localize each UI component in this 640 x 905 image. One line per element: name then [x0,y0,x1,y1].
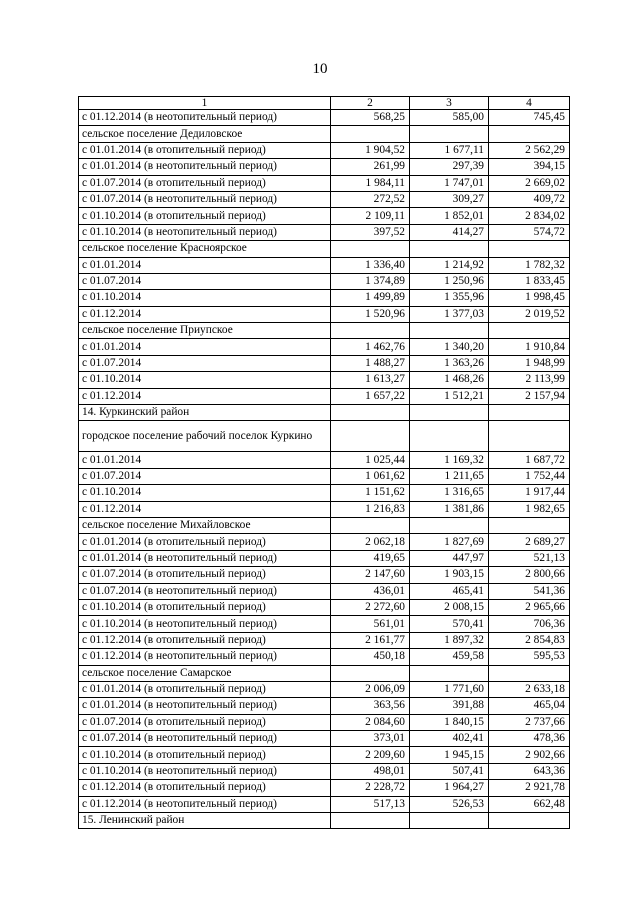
row-value-col2: 2 006,09 [331,681,410,697]
row-value-col4: 745,45 [489,110,570,126]
row-value-col2: 1 336,40 [331,257,410,273]
row-value-col2: 373,01 [331,731,410,747]
row-value-col4: 574,72 [489,224,570,240]
table-row [79,501,570,517]
table-row [79,796,570,812]
row-value-col4: 394,15 [489,159,570,175]
row-period-label: с 01.01.2014 (в отопительный период) [79,142,331,158]
table-row [79,747,570,763]
row-value-col3: 526,53 [410,796,489,812]
row-value-col3: 1 945,15 [410,747,489,763]
row-period-label: с 01.12.2014 (в неотопительный период) [79,110,331,126]
empty-cell [410,813,489,829]
row-period-label: с 01.10.2014 (в отопительный период) [79,599,331,615]
table-row [79,224,570,240]
table-row [79,616,570,632]
row-value-col2: 1 520,96 [331,306,410,322]
empty-cell [331,405,410,421]
row-value-col2: 517,13 [331,796,410,812]
row-value-col3: 1 169,32 [410,452,489,468]
row-value-col2: 1 613,27 [331,372,410,388]
row-value-col2: 2 062,18 [331,534,410,550]
row-value-col3: 1 355,96 [410,290,489,306]
tariff-table [78,96,570,829]
empty-cell [410,517,489,533]
row-period-label: с 01.07.2014 [79,355,331,371]
empty-cell [489,241,570,257]
row-value-col3: 1 211,65 [410,468,489,484]
empty-cell [331,665,410,681]
row-value-col3: 1 964,27 [410,780,489,796]
column-header: 4 [489,97,570,110]
section-row [79,241,570,257]
row-period-label: с 01.10.2014 (в отопительный период) [79,747,331,763]
row-value-col4: 2 854,83 [489,632,570,648]
row-period-label: с 01.12.2014 [79,501,331,517]
row-value-col3: 1 381,86 [410,501,489,517]
row-value-col3: 1 468,26 [410,372,489,388]
table-row [79,142,570,158]
row-value-col3: 1 377,03 [410,306,489,322]
row-value-col4: 478,36 [489,731,570,747]
table-row [79,731,570,747]
empty-cell [410,405,489,421]
row-value-col4: 2 669,02 [489,175,570,191]
table-row [79,632,570,648]
row-value-col4: 706,36 [489,616,570,632]
row-period-label: с 01.01.2014 [79,339,331,355]
empty-cell [489,517,570,533]
row-value-col4: 1 982,65 [489,501,570,517]
empty-cell [331,421,410,452]
row-value-col3: 1 214,92 [410,257,489,273]
empty-cell [489,405,570,421]
row-period-label: с 01.01.2014 [79,257,331,273]
row-value-col4: 1 752,44 [489,468,570,484]
row-value-col4: 595,53 [489,649,570,665]
table-row [79,388,570,404]
row-value-col2: 397,52 [331,224,410,240]
row-value-col2: 2 109,11 [331,208,410,224]
empty-cell [489,126,570,142]
table-row [79,372,570,388]
row-period-label: с 01.12.2014 (в неотопительный период) [79,796,331,812]
row-value-col4: 1 687,72 [489,452,570,468]
column-header: 3 [410,97,489,110]
table-header-row [79,97,570,110]
row-period-label: с 01.07.2014 [79,468,331,484]
section-title: сельское поселение Красноярское [79,241,331,257]
row-value-col2: 1 061,62 [331,468,410,484]
row-value-col3: 1 677,11 [410,142,489,158]
row-value-col4: 2 019,52 [489,306,570,322]
row-value-col4: 643,36 [489,763,570,779]
empty-cell [331,517,410,533]
section-row [79,517,570,533]
empty-cell [410,665,489,681]
table-row [79,290,570,306]
row-value-col4: 2 737,66 [489,714,570,730]
table-row [79,698,570,714]
row-value-col2: 561,01 [331,616,410,632]
row-value-col4: 2 921,78 [489,780,570,796]
row-value-col4: 2 834,02 [489,208,570,224]
row-period-label: с 01.01.2014 [79,452,331,468]
row-value-col2: 498,01 [331,763,410,779]
row-value-col4: 1 782,32 [489,257,570,273]
row-period-label: с 01.01.2014 (в неотопительный период) [79,550,331,566]
row-value-col4: 2 689,27 [489,534,570,550]
empty-cell [410,421,489,452]
table-row [79,306,570,322]
section-title: сельское поселение Михайловское [79,517,331,533]
row-period-label: с 01.10.2014 [79,372,331,388]
row-period-label: с 01.07.2014 (в отопительный период) [79,714,331,730]
row-period-label: с 01.01.2014 (в отопительный период) [79,681,331,697]
row-value-col4: 1 948,99 [489,355,570,371]
column-header: 2 [331,97,410,110]
row-value-col2: 450,18 [331,649,410,665]
table-row [79,714,570,730]
row-value-col4: 2 902,66 [489,747,570,763]
row-value-col3: 309,27 [410,191,489,207]
row-value-col2: 2 084,60 [331,714,410,730]
row-value-col2: 1 025,44 [331,452,410,468]
row-value-col4: 2 800,66 [489,567,570,583]
empty-cell [489,665,570,681]
row-period-label: с 01.07.2014 (в отопительный период) [79,567,331,583]
table-row [79,583,570,599]
column-header: 1 [79,97,331,110]
row-value-col4: 2 965,66 [489,599,570,615]
table-row [79,257,570,273]
row-value-col2: 436,01 [331,583,410,599]
margin-mark [8,870,11,873]
table-row [79,110,570,126]
row-period-label: с 01.10.2014 (в неотопительный период) [79,763,331,779]
row-value-col4: 541,36 [489,583,570,599]
row-value-col3: 1 512,21 [410,388,489,404]
row-value-col4: 521,13 [489,550,570,566]
row-period-label: с 01.10.2014 (в отопительный период) [79,208,331,224]
row-value-col2: 568,25 [331,110,410,126]
row-period-label: с 01.10.2014 (в неотопительный период) [79,224,331,240]
row-value-col4: 465,04 [489,698,570,714]
table-row [79,191,570,207]
row-value-col4: 409,72 [489,191,570,207]
row-value-col2: 261,99 [331,159,410,175]
table-row [79,273,570,289]
row-period-label: с 01.07.2014 (в неотопительный период) [79,583,331,599]
row-value-col3: 1 340,20 [410,339,489,355]
row-period-label: с 01.01.2014 (в неотопительный период) [79,159,331,175]
row-value-col3: 1 852,01 [410,208,489,224]
row-value-col3: 1 747,01 [410,175,489,191]
table-row [79,355,570,371]
table-row [79,780,570,796]
row-value-col4: 1 910,84 [489,339,570,355]
section-title: сельское поселение Дедиловское [79,126,331,142]
row-value-col2: 2 147,60 [331,567,410,583]
row-value-col2: 1 657,22 [331,388,410,404]
row-value-col3: 297,39 [410,159,489,175]
row-value-col4: 1 917,44 [489,485,570,501]
row-period-label: с 01.12.2014 [79,388,331,404]
table-row [79,534,570,550]
row-period-label: с 01.12.2014 [79,306,331,322]
row-value-col3: 1 250,96 [410,273,489,289]
empty-cell [410,323,489,339]
empty-cell [331,323,410,339]
empty-cell [489,813,570,829]
table-row [79,339,570,355]
row-value-col2: 2 272,60 [331,599,410,615]
row-value-col3: 1 827,69 [410,534,489,550]
row-value-col4: 1 998,45 [489,290,570,306]
section-title: сельское поселение Приупское [79,323,331,339]
row-value-col2: 1 216,83 [331,501,410,517]
row-value-col3: 402,41 [410,731,489,747]
empty-cell [410,126,489,142]
section-row [79,323,570,339]
tariff-table-body [79,97,570,829]
row-value-col3: 1 363,26 [410,355,489,371]
row-value-col4: 2 633,18 [489,681,570,697]
section-row [79,813,570,829]
table-row [79,599,570,615]
row-value-col3: 465,41 [410,583,489,599]
empty-cell [410,241,489,257]
row-value-col4: 2 157,94 [489,388,570,404]
table-row [79,550,570,566]
row-value-col2: 1 374,89 [331,273,410,289]
row-value-col4: 2 562,29 [489,142,570,158]
row-period-label: с 01.12.2014 (в неотопительный период) [79,649,331,665]
table-row [79,567,570,583]
row-period-label: с 01.12.2014 (в отопительный период) [79,780,331,796]
row-value-col2: 2 228,72 [331,780,410,796]
row-value-col3: 391,88 [410,698,489,714]
table-row [79,208,570,224]
row-value-col3: 1 771,60 [410,681,489,697]
row-value-col3: 1 903,15 [410,567,489,583]
row-value-col3: 1 840,15 [410,714,489,730]
section-title: 15. Ленинский район [79,813,331,829]
row-period-label: с 01.10.2014 (в неотопительный период) [79,616,331,632]
row-value-col2: 1 904,52 [331,142,410,158]
empty-cell [331,813,410,829]
row-period-label: с 01.01.2014 (в неотопительный период) [79,698,331,714]
row-period-label: с 01.07.2014 (в отопительный период) [79,175,331,191]
table-row [79,649,570,665]
row-value-col3: 507,41 [410,763,489,779]
table-row [79,175,570,191]
row-value-col2: 2 161,77 [331,632,410,648]
table-row [79,159,570,175]
table-row [79,468,570,484]
row-value-col2: 1 499,89 [331,290,410,306]
row-period-label: с 01.07.2014 [79,273,331,289]
row-period-label: с 01.10.2014 [79,485,331,501]
row-value-col2: 1 462,76 [331,339,410,355]
row-period-label: с 01.01.2014 (в отопительный период) [79,534,331,550]
row-value-col4: 662,48 [489,796,570,812]
row-value-col2: 419,65 [331,550,410,566]
section-row [79,421,570,452]
row-value-col2: 1 488,27 [331,355,410,371]
table-row [79,681,570,697]
table-row [79,485,570,501]
empty-cell [331,241,410,257]
row-value-col3: 1 897,32 [410,632,489,648]
row-value-col3: 1 316,65 [410,485,489,501]
section-title: 14. Куркинский район [79,405,331,421]
row-period-label: с 01.07.2014 (в неотопительный период) [79,731,331,747]
empty-cell [331,126,410,142]
row-value-col2: 272,52 [331,191,410,207]
row-period-label: с 01.10.2014 [79,290,331,306]
row-value-col3: 459,58 [410,649,489,665]
table-row [79,452,570,468]
row-value-col3: 585,00 [410,110,489,126]
row-value-col4: 2 113,99 [489,372,570,388]
section-row [79,665,570,681]
row-value-col4: 1 833,45 [489,273,570,289]
section-title: сельское поселение Самарское [79,665,331,681]
row-value-col2: 1 984,11 [331,175,410,191]
table-row [79,763,570,779]
empty-cell [489,421,570,452]
row-value-col2: 363,56 [331,698,410,714]
row-period-label: с 01.07.2014 (в неотопительный период) [79,191,331,207]
row-period-label: с 01.12.2014 (в отопительный период) [79,632,331,648]
section-title: городское поселение рабочий поселок Куркино [79,421,331,452]
row-value-col3: 570,41 [410,616,489,632]
empty-cell [489,323,570,339]
row-value-col2: 1 151,62 [331,485,410,501]
page-number: 10 [312,61,328,77]
row-value-col3: 447,97 [410,550,489,566]
section-row [79,405,570,421]
section-row [79,126,570,142]
row-value-col3: 2 008,15 [410,599,489,615]
row-value-col2: 2 209,60 [331,747,410,763]
row-value-col3: 414,27 [410,224,489,240]
